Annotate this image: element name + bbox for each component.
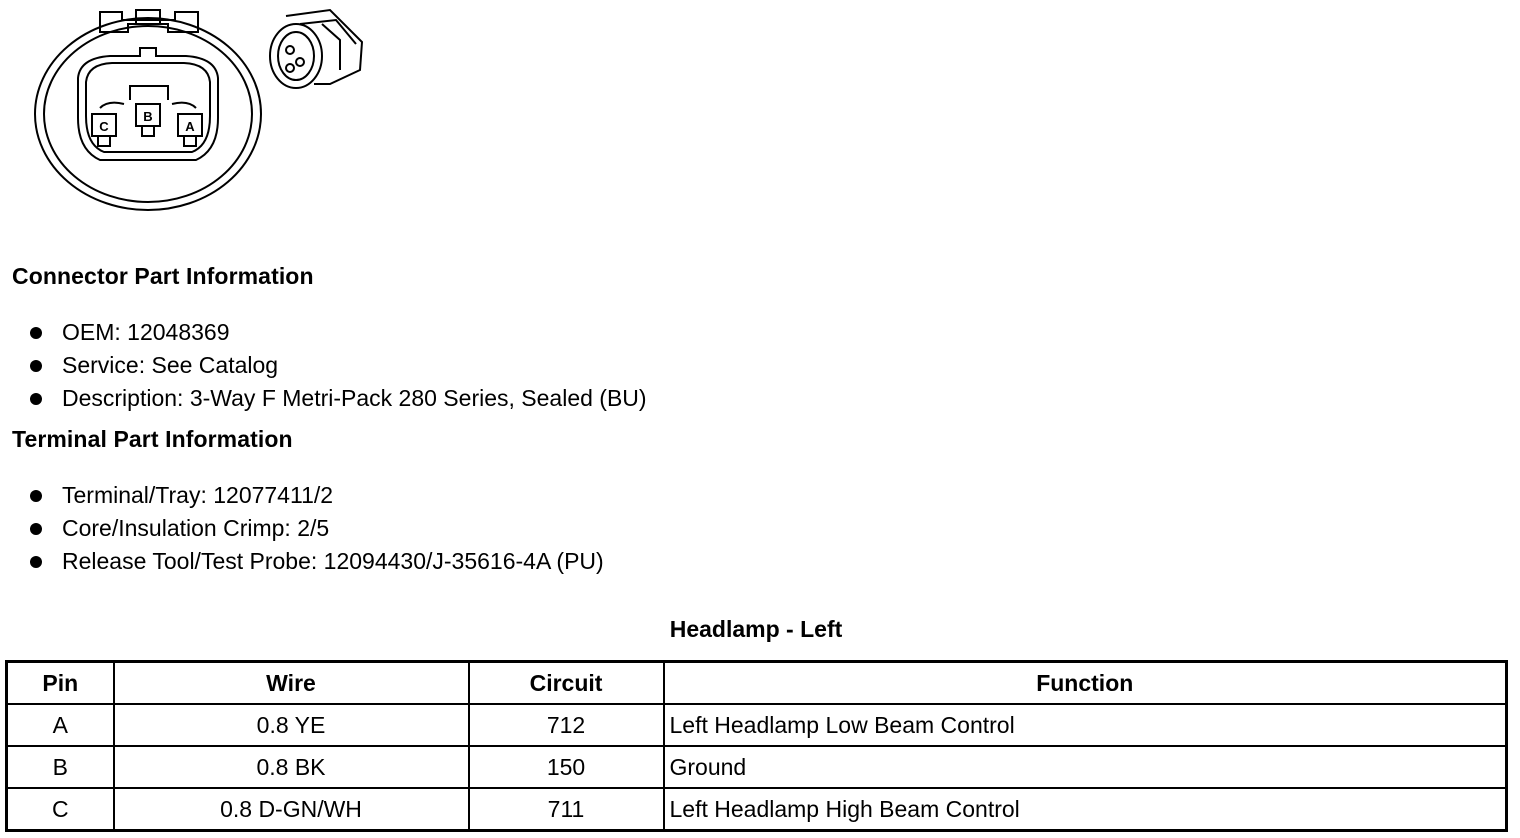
pin-table [5,660,1508,832]
column-header-circuit: Circuit [469,662,664,705]
table-header-row [7,662,1507,705]
bullet-icon [30,393,42,405]
bullet-icon [30,523,42,535]
terminal-part-info-list [28,479,604,578]
list-item: Core/Insulation Crimp: 2/5 [28,512,604,545]
table-row [7,704,1507,746]
bullet-icon [30,327,42,339]
bullet-icon [30,556,42,568]
pin-cell: B [7,746,114,788]
list-item: Release Tool/Test Probe: 12094430/J-35616-4A (PU) [28,545,604,578]
circuit-cell: 712 [469,704,664,746]
function-cell: Left Headlamp Low Beam Control [664,704,1507,746]
table-row [7,746,1507,788]
terminal-part-info-heading: Terminal Part Information [12,426,293,452]
connector-part-info-heading: Connector Part Information [12,263,314,289]
wire-cell: 0.8 D-GN/WH [114,788,469,831]
bullet-icon [30,490,42,502]
connector-part-info-list [28,316,647,415]
pin-cell: A [7,704,114,746]
wire-cell: 0.8 BK [114,746,469,788]
pin-table-title: Headlamp - Left [669,616,843,642]
column-header-pin: Pin [7,662,114,705]
wire-cell: 0.8 YE [114,704,469,746]
circuit-cell: 711 [469,788,664,831]
list-item: Service: See Catalog [28,349,647,382]
bullet-icon [30,360,42,372]
pin-label-c: C [99,119,109,134]
pin-label-a: A [185,119,195,134]
column-header-function: Function [664,662,1507,705]
table-row [7,788,1507,831]
function-cell: Ground [664,746,1507,788]
column-header-wire: Wire [114,662,469,705]
pin-cell: C [7,788,114,831]
list-item: OEM: 12048369 [28,316,647,349]
list-item: Terminal/Tray: 12077411/2 [28,479,604,512]
list-item: Description: 3-Way F Metri-Pack 280 Series, Sealed (BU) [28,382,647,415]
function-cell: Left Headlamp High Beam Control [664,788,1507,831]
pin-label-b: B [143,109,153,124]
connector-face-illustration [0,0,380,230]
circuit-cell: 150 [469,746,664,788]
